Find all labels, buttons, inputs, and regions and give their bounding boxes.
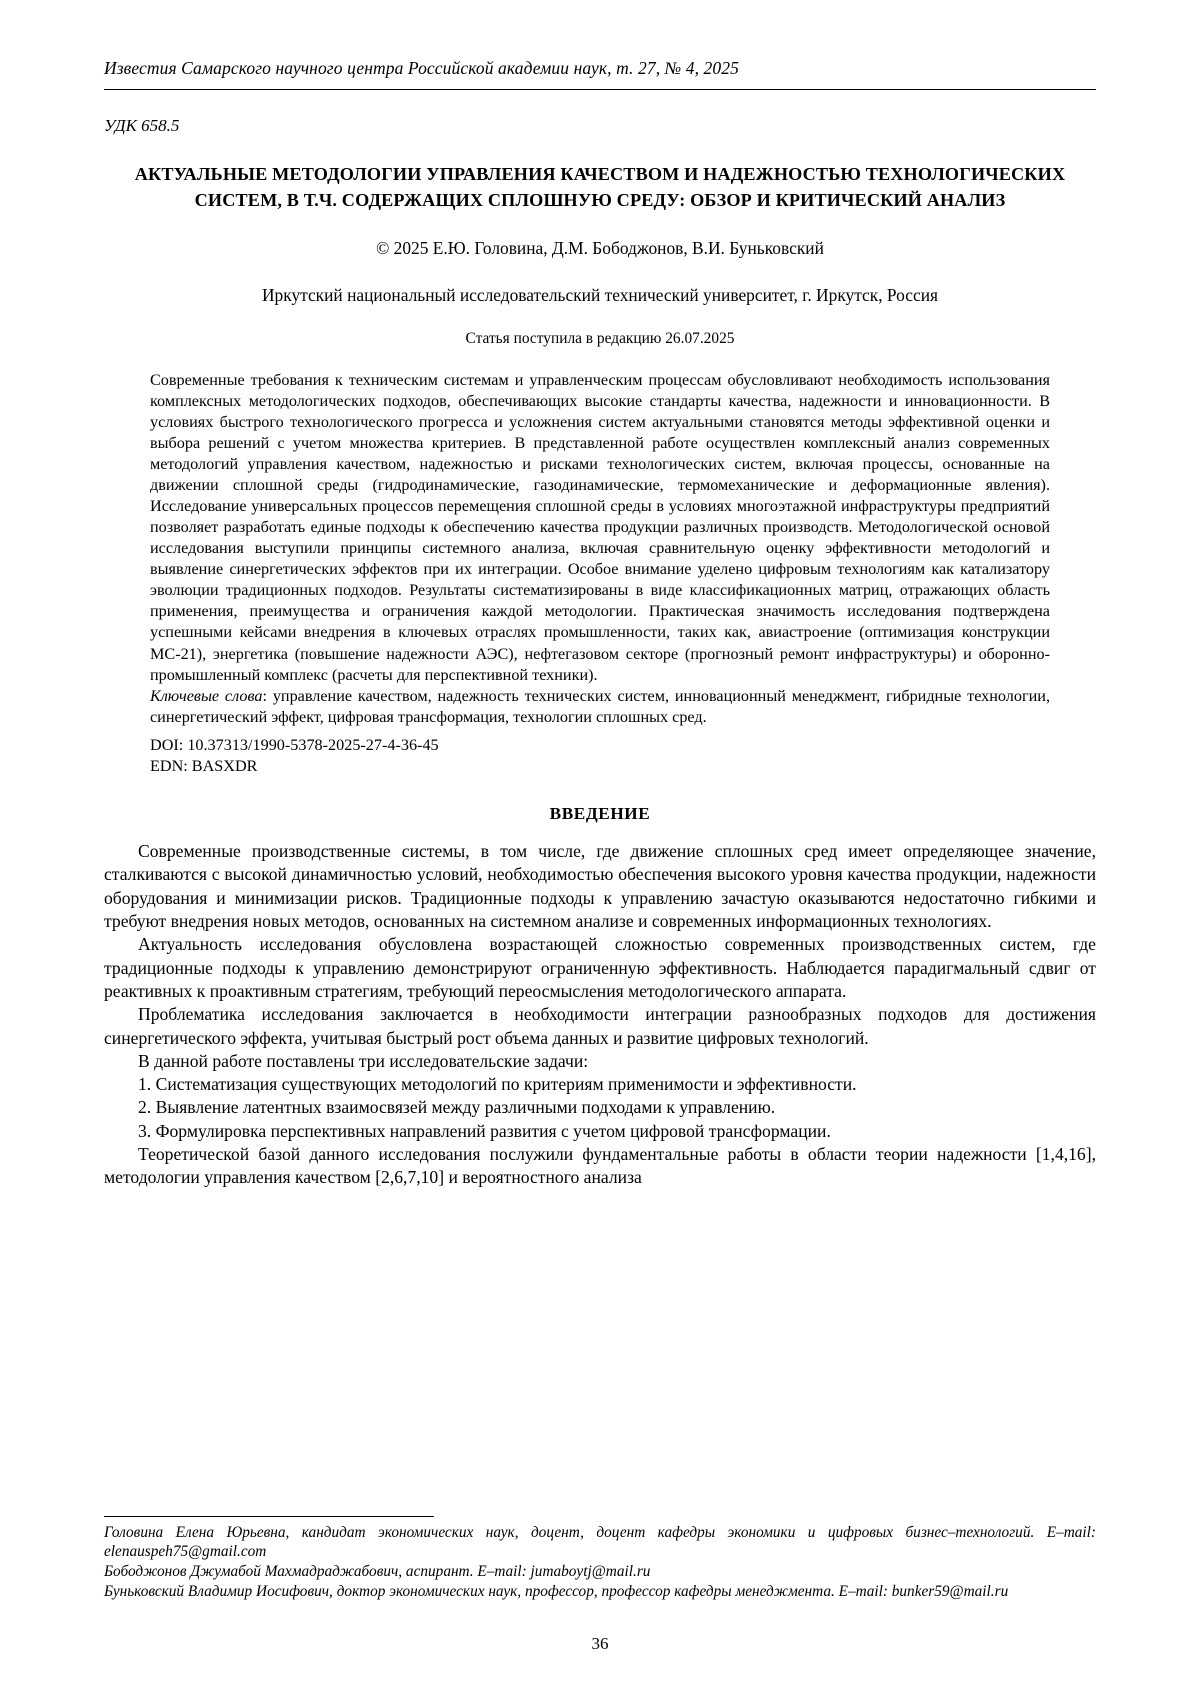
page-number: 36 <box>591 1634 609 1653</box>
introduction-body <box>104 840 1096 1189</box>
paragraph: Актуальность исследования обусловлена возрастающей сложностью современных производственных систем, где традиционные подходы к управлению демонстрируют ограниченную эффективность. Наблюдается парадигмальный сдвиг от реактивных к проактивным стратегиям, требующий переосмысления методологического аппарата. <box>104 934 1096 1001</box>
edn: EDN: BASXDR <box>150 757 258 776</box>
list-item: 1. Систематизация существующих методологий по критериям применимости и эффективности. <box>138 1074 857 1095</box>
paragraph: Проблематика исследования заключается в необходимости интеграции разнообразных подходов для достижения синергетического эффекта, учитывая быстрый рост объема данных и развитие цифровых технологий. <box>104 1004 1096 1048</box>
footnote: Головина Елена Юрьевна, кандидат экономических наук, доцент, доцент кафедры экономики и цифровых бизнес–технологий. E–mail: elenauspeh75@gmail.com <box>104 1523 1096 1561</box>
keywords-label: Ключевые слова <box>150 686 263 705</box>
footnote-divider <box>104 1516 434 1517</box>
keywords-list: : управление качеством, надежность технических систем, инновационный менеджмент, гибридные технологии, синергетический эффект, цифровая трансформация, технологии сплошных сред. <box>150 686 1050 726</box>
paragraph: Теоретической базой данного исследования послужили фундаментальные работы в области теории надежности [1,4,16], методологии управления качеством [2,6,7,10] и вероятностного анализа <box>104 1144 1096 1188</box>
abstract <box>150 370 1050 686</box>
doi: DOI: 10.37313/1990-5378-2025-27-4-36-45 <box>150 735 439 754</box>
footnotes <box>104 1516 1096 1603</box>
udk-code: УДК 658.5 <box>104 116 180 135</box>
affiliation-line: Иркутский национальный исследовательский технический университет, г. Иркутск, Россия <box>261 284 939 305</box>
page-title: АКТУАЛЬНЫЕ МЕТОДОЛОГИИ УПРАВЛЕНИЯ КАЧЕСТВОМ И НАДЕЖНОСТЬЮ ТЕХНОЛОГИЧЕСКИХ СИСТЕМ, В Т.Ч. СОДЕРЖАЩИХ СПЛОШНУЮ СРЕДУ: ОБЗОР И КРИТИЧЕСКИЙ АНАЛИЗ <box>134 164 1066 210</box>
paragraph: В данной работе поставлены три исследовательские задачи: <box>138 1050 589 1071</box>
footnote: Бободжонов Джумабой Махмадраджабович, аспирант. E–mail: jumaboytj@mail.ru <box>104 1563 651 1581</box>
abstract-text: Современные требования к техническим системам и управленческим процессам обусловливают необходимость использования комплексных методологических подходов, обеспечивающих высокие стандарты качества, надежности и инновационности. В условиях быстрого технологического прогресса и усложнения систем актуальными становятся методы эффективной оценки и выбора решений с учетом множества критериев. В представленной работе осуществлен комплексный анализ современных методологий управления качеством, надежностью и рисками технологических систем, включая процессы, основанные на движении сплошной среды (гидродинамические, газодинамические, термомеханические и деформационные явления). Исследование универсальных процессов перемещения сплошной среды в условиях многоэтажной инфраструктуры предприятий позволяет разработать единые подходы к обеспечению качества продукции различных производств. Методологической основой исследования выступили принципы системного анализа, включая сравнительную оценку эффективности методологий и выявление синергетических эффектов при их интеграции. Особое внимание уделено цифровым технологиям как катализатору эволюции традиционных подходов. Результаты систематизированы в виде классификационных матриц, отражающих область применения, преимущества и ограничения каждой методологии. Практическая значимость исследования подтверждена успешными кейсами внедрения в ключевых отраслях промышленности, таких как, авиастроение (оптимизация конструкции МС-21), энергетика (повышение надежности АЭС), нефтегазовом секторе (прогнозный ремонт инфраструктуры) и оборонно-промышленный комплекс (расчеты для перспективной техники). <box>150 370 1050 684</box>
footnote: Буньковский Владимир Иосифович, доктор экономических наук, профессор, профессор кафедры менеджмента. E–mail: bunker59@mail.ru <box>104 1583 1009 1601</box>
list-item: 2. Выявление латентных взаимосвязей между различными подходами к управлению. <box>138 1097 776 1118</box>
header-divider <box>104 89 1096 90</box>
authors-line: © 2025 Е.Ю. Головина, Д.М. Бободжонов, В.И. Буньковский <box>376 237 824 258</box>
running-head: Известия Самарского научного центра Российской академии наук, т. 27, № 4, 2025 <box>104 58 739 78</box>
keywords-block <box>150 686 1050 728</box>
paragraph: Современные производственные системы, в том числе, где движение сплошных сред имеет определяющее значение, сталкиваются с высокой динамичностью условий, необходимостью обеспечения высокого уровня качества продукции, надежности оборудования и минимизации рисков. Традиционные подходы к управлению зачастую оказываются недостаточно гибкими и требуют внедрения новых методов, основанных на системном анализе и современных информационных технологиях. <box>104 841 1096 932</box>
identifiers <box>150 735 1050 778</box>
section-heading-introduction: ВВЕДЕНИЕ <box>549 804 651 824</box>
list-item: 3. Формулировка перспективных направлений развития с учетом цифровой трансформации. <box>138 1120 831 1141</box>
received-date: Статья поступила в редакцию 26.07.2025 <box>465 329 735 347</box>
